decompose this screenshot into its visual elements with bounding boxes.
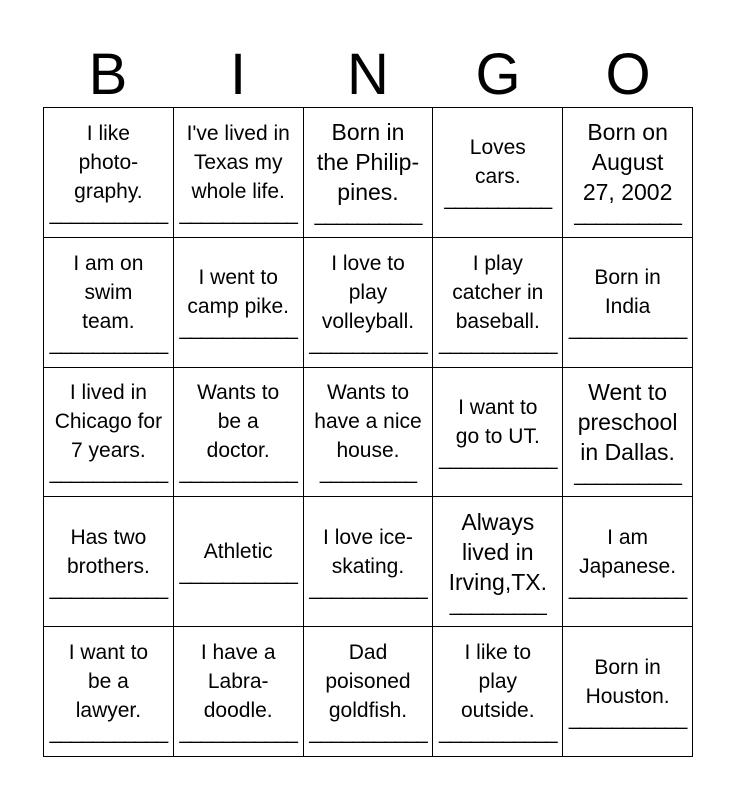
signature-line: __________	[574, 203, 681, 227]
signature-line: _________	[449, 592, 546, 616]
signature-line: ___________	[179, 562, 297, 586]
header-letter-o: O	[605, 42, 651, 107]
cell-text: I like to play outside.	[461, 641, 535, 723]
cell-text: I like photo- graphy.	[74, 121, 143, 203]
bingo-cell[interactable]	[174, 368, 304, 498]
signature-line: ___________	[568, 576, 687, 600]
bingo-cell[interactable]	[563, 497, 693, 627]
signature-line: ___________	[309, 576, 427, 600]
cell-text: I love to play volleyball.	[321, 251, 415, 333]
cell-text: I've lived in Texas my whole life.	[186, 121, 290, 203]
bingo-cell[interactable]	[433, 368, 563, 498]
header-letter-i: I	[229, 42, 247, 107]
cell-text: Born on August 27, 2002	[582, 119, 673, 206]
bingo-cell[interactable]	[44, 108, 174, 238]
cell-text: Born in Houston.	[585, 655, 670, 708]
cell-text: I have a Labra- doodle.	[200, 641, 276, 723]
cell-text: Born in India	[594, 266, 661, 319]
signature-line: ___________	[568, 317, 687, 341]
signature-line: __________	[574, 462, 681, 486]
bingo-cell[interactable]	[304, 627, 434, 757]
cell-text: Has two brothers.	[66, 525, 150, 578]
cell-text: Wants to have a nice house.	[314, 381, 422, 463]
bingo-header	[43, 42, 693, 108]
bingo-cell[interactable]	[563, 368, 693, 498]
signature-line: ___________	[179, 201, 297, 225]
cell-text: Athletic	[203, 540, 273, 564]
cell-text: Dad poisoned goldfish.	[325, 641, 411, 723]
cell-text: Loves cars.	[469, 136, 526, 189]
bingo-cell[interactable]	[304, 497, 434, 627]
cell-text: I want to be a lawyer.	[68, 641, 149, 723]
signature-line: ___________	[179, 721, 297, 745]
signature-line: ___________	[49, 201, 168, 225]
cell-text: Always lived in Irving,TX.	[448, 508, 547, 595]
signature-line: ___________	[49, 331, 168, 355]
cell-text: I love ice- skating.	[323, 525, 413, 578]
cell-text: Went to preschool in Dallas.	[577, 378, 678, 465]
cell-text: I want to go to UT.	[455, 395, 540, 448]
cell-text: I lived in Chicago for 7 years.	[54, 381, 163, 463]
signature-line: ___________	[309, 331, 427, 355]
signature-line: ___________	[49, 461, 168, 485]
bingo-cell[interactable]	[44, 238, 174, 368]
bingo-cell[interactable]	[174, 497, 304, 627]
cell-text: I am Japanese.	[579, 525, 677, 578]
bingo-cell[interactable]	[44, 497, 174, 627]
signature-line: ___________	[179, 317, 297, 341]
signature-line: ___________	[49, 721, 168, 745]
bingo-cell[interactable]	[174, 627, 304, 757]
bingo-cell[interactable]	[304, 238, 434, 368]
cell-text: Born in the Philip- pines.	[316, 119, 420, 206]
signature-line: _________	[319, 461, 417, 485]
header-letter-n: N	[347, 42, 389, 107]
bingo-cell[interactable]	[433, 108, 563, 238]
bingo-cell[interactable]	[433, 238, 563, 368]
bingo-cell[interactable]	[433, 627, 563, 757]
cell-text: I play catcher in baseball.	[452, 251, 544, 333]
cell-text: I am on swim team.	[73, 251, 144, 333]
signature-line: ___________	[179, 461, 297, 485]
bingo-cell[interactable]	[304, 368, 434, 498]
bingo-cell[interactable]	[174, 238, 304, 368]
header-letter-g: G	[475, 42, 521, 107]
signature-line: __________	[444, 187, 552, 211]
bingo-cell[interactable]	[44, 627, 174, 757]
header-letter-b: B	[88, 42, 128, 107]
cell-text: I went to camp pike.	[187, 266, 289, 319]
bingo-cell[interactable]	[304, 108, 434, 238]
signature-line: ___________	[439, 446, 557, 470]
cell-text: Wants to be a doctor.	[197, 381, 280, 463]
bingo-cell[interactable]	[563, 238, 693, 368]
signature-line: ___________	[439, 331, 557, 355]
bingo-cell[interactable]	[433, 497, 563, 627]
bingo-grid	[43, 107, 693, 757]
signature-line: ___________	[439, 721, 557, 745]
signature-line: ___________	[309, 721, 427, 745]
bingo-cell[interactable]	[563, 627, 693, 757]
bingo-cell[interactable]	[44, 368, 174, 498]
signature-line: ___________	[49, 576, 168, 600]
signature-line: __________	[314, 203, 422, 227]
signature-line: ___________	[568, 706, 687, 730]
bingo-cell[interactable]	[563, 108, 693, 238]
bingo-cell[interactable]	[174, 108, 304, 238]
